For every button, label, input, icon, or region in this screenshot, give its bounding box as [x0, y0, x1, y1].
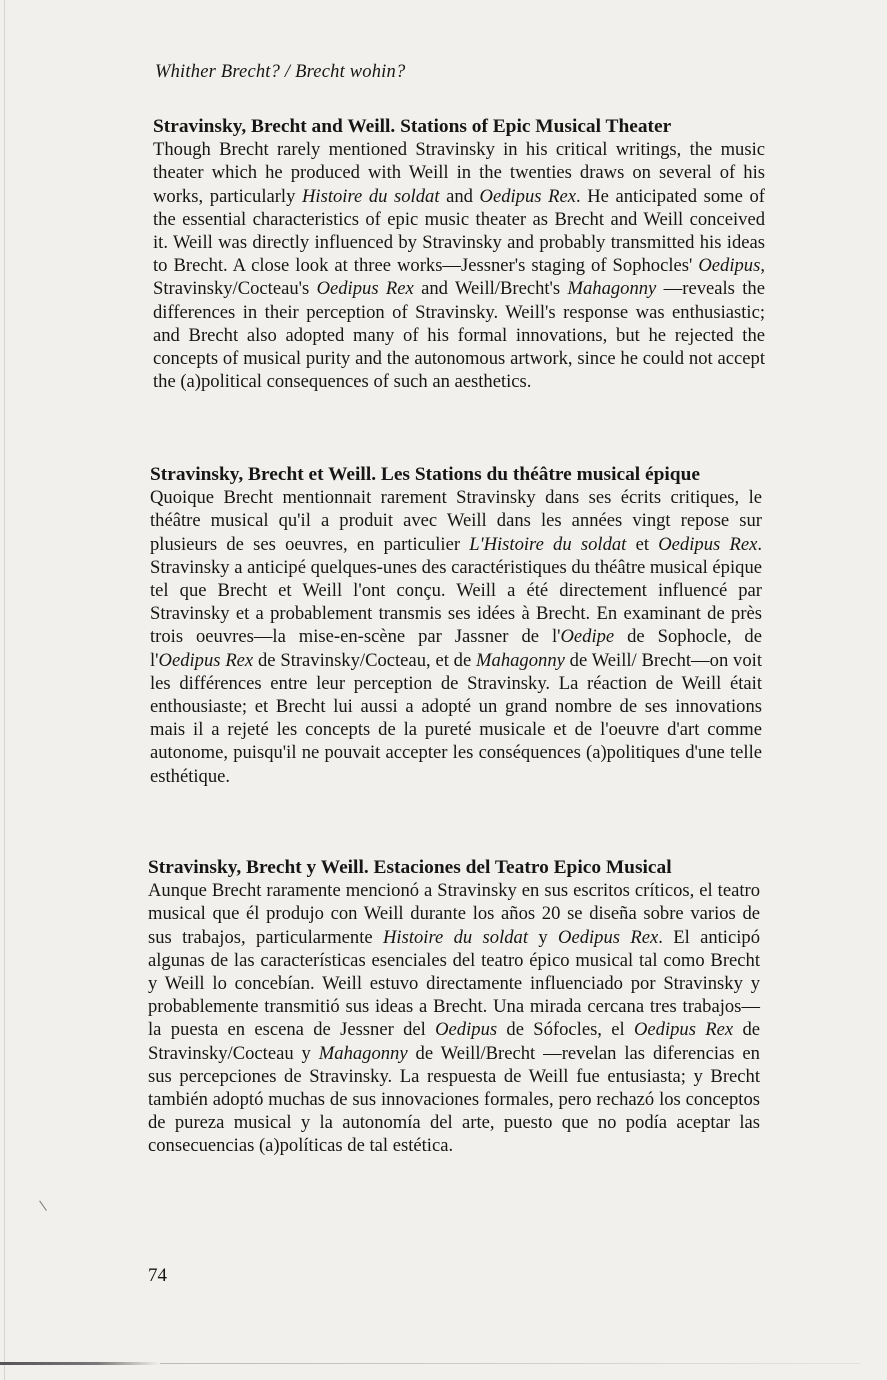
text-run: de Weill/Brecht —revelan las diferencias en sus percepciones de Stravinsky. La respuesta de Weill fue entusiasta; y Brecht también adoptó muchas de sus innovaciones formales, pero rechazó los conceptos de pureza musical y la autonomía del arte, puesto que no podía aceptar las consecuencias (a)políticas de tal estética.: [148, 1042, 760, 1157]
text-run: Aunque Brecht raramente mencionó a Stravinsky en sus escritos críticos, el teatro musical que él produjo con Weill durante los años 20 se diseña sobre varios de sus trabajos, particularmente: [148, 880, 760, 948]
text-run: de Sophocle, de l': [150, 626, 762, 671]
italic-title: Oedipus: [435, 1019, 498, 1041]
italic-title: Mahagonny: [318, 1042, 408, 1064]
page-number: 74: [148, 1265, 167, 1286]
italic-title: Oedipus Rex: [316, 278, 414, 300]
stray-pen-mark: [39, 1197, 52, 1211]
text-run: et: [626, 533, 659, 555]
abstract-spanish: [148, 856, 760, 1158]
italic-title: Oedipus Rex: [158, 649, 254, 671]
text-run: . Stravinsky a anticipé quelques-unes des caractéristiques du théâtre musical épique tel que Brecht et Weill l'ont conçu. Weill a été directement influencé par Stravinsky et a probablement transmis ses idées à Brecht. En examinant de près trois oeuvres—la mise-en-scène par Jassner de l': [150, 533, 762, 648]
italic-title: Mahagonny: [476, 649, 565, 671]
abstract-french: [150, 463, 762, 788]
text-run: and: [439, 185, 480, 207]
abstract-heading: Stravinsky, Brecht and Weill. Stations of Epic Musical Theater: [153, 116, 672, 137]
text-run: Quoique Brecht mentionnait rarement Stravinsky dans ses écrits critiques, le théâtre musical qu'il a produit avec Weill dans les années vingt repose sur plusieurs de ses oeuvres, en particulier: [150, 487, 762, 555]
italic-title: Oedipus: [698, 255, 761, 277]
running-head: Whither Brecht? / Brecht wohin?: [155, 62, 406, 82]
italic-title: Oedipus Rex: [558, 926, 659, 948]
text-run: Though Brecht rarely mentioned Stravinsky in his critical writings, the music theater which he produced with Weill in the twenties draws on several of his works, particularly: [153, 139, 765, 207]
italic-title: Histoire du soldat: [383, 926, 529, 948]
text-run: de Stravinsky/Cocteau, et de: [253, 649, 477, 671]
scan-left-edge: [4, 0, 5, 1380]
abstract-body: [150, 486, 762, 788]
italic-title: Oedipus Rex: [633, 1019, 734, 1041]
abstract-body: [148, 879, 760, 1157]
italic-title: Mahagonny: [567, 278, 657, 300]
italic-title: Oedipe: [560, 626, 615, 648]
text-run: de Sófocles, el: [497, 1019, 634, 1041]
abstract-heading: Stravinsky, Brecht y Weill. Estaciones del Teatro Epico Musical: [148, 857, 672, 878]
italic-title: Histoire du soldat: [301, 185, 440, 207]
text-run: —reveals the differences in their perception of Stravinsky. Weill's response was enthusiastic; and Brecht also adopted many of his formal innovations, but he rejected the concepts of musical purity and the autonomous artwork, since he could not accept the (a)political consequences of such an aesthetics.: [153, 278, 765, 393]
text-run: . He anticipated some of the essential characteristics of epic music theater as Brecht and Weill conceived it. Weill was directly influenced by Stravinsky and probably transmitted his ideas to Brecht. A close look at three works—Jessner's staging of Sophocles': [153, 185, 765, 277]
scan-bottom-edge: [0, 1362, 160, 1365]
abstract-english: [153, 115, 765, 393]
text-run: y: [528, 926, 559, 948]
text-run: de Stravinsky/Cocteau y: [148, 1019, 760, 1064]
scan-bottom-edge-fade: [160, 1363, 860, 1364]
text-run: . El anticipó algunas de las características esenciales del teatro épico musical tal como Brecht y Weill lo concebían. Weill estuvo directamente influenciado por Stravinsky y probablemente transmitió sus ideas a Brecht. Una mirada cercana tres trabajos—la puesta en escena de Jessner del: [148, 926, 760, 1041]
abstract-body: [153, 138, 765, 393]
abstract-heading: Stravinsky, Brecht et Weill. Les Stations du théâtre musical épique: [150, 464, 700, 485]
text-run: , Stravinsky/Cocteau's: [153, 255, 765, 300]
italic-title: Oedipus Rex: [479, 185, 576, 207]
text-run: and Weill/Brecht's: [413, 278, 568, 300]
text-run: de Weill/ Brecht—on voit les différences entre leur perception de Stravinsky. La réaction de Weill était enthousiaste; et Brecht lui aussi a adopté un grand nombre de ses innovations mais il a rejeté les concepts de la pureté musicale et de l'oeuvre d'art comme autonome, puisqu'il ne pouvait accepter les conséquences (a)politiques d'une telle esthétique.: [150, 649, 762, 787]
italic-title: Oedipus Rex: [658, 533, 758, 555]
italic-title: L'Histoire du soldat: [469, 533, 627, 555]
